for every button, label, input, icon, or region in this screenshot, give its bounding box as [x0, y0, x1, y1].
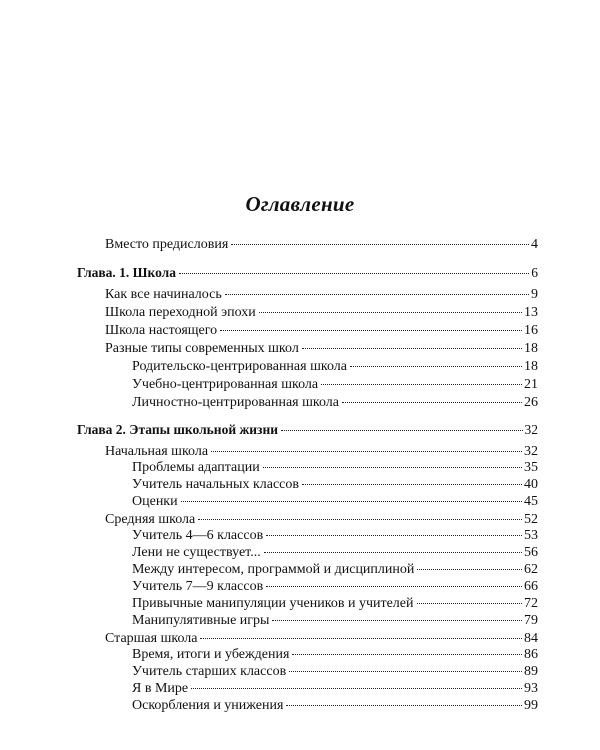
dot-leader: [266, 535, 522, 536]
toc-entry: [105, 631, 538, 647]
toc-entry-page: 32: [524, 444, 538, 459]
toc-entry-page: 18: [524, 341, 538, 356]
toc-entry: [132, 494, 538, 510]
dot-leader: [225, 294, 529, 295]
dot-leader: [211, 451, 522, 452]
toc-entry-page: 53: [524, 528, 538, 543]
dot-leader: [263, 467, 522, 468]
toc-entry-label: Как все начиналось: [105, 287, 222, 302]
toc-chapter-entry: [77, 422, 538, 438]
toc-entry-page: 93: [524, 681, 538, 696]
toc-entry-label: Учитель 7—9 классов: [132, 579, 264, 594]
toc-entry: [132, 681, 538, 697]
toc-entry-label: Оценки: [132, 494, 178, 509]
dot-leader: [191, 688, 522, 689]
toc-entry-page: 66: [524, 579, 538, 594]
toc-entry: [132, 545, 538, 561]
dot-leader: [272, 620, 522, 621]
dot-leader: [286, 705, 522, 706]
toc-entry: [105, 323, 538, 339]
dot-leader: [417, 603, 522, 604]
dot-leader: [281, 430, 522, 431]
toc-entry: [105, 237, 538, 253]
toc-entry-page: 32: [524, 422, 538, 437]
dot-leader: [302, 484, 522, 485]
dot-leader: [181, 501, 522, 502]
toc-entry-label: Разные типы современных школ: [105, 341, 299, 356]
toc-entry-label: Между интересом, программой и дисциплиной: [132, 562, 415, 577]
toc-entry-label: Привычные манипуляции учеников и учителей: [132, 596, 414, 611]
toc-entry-page: 56: [524, 545, 538, 560]
toc-entry-page: 72: [524, 596, 538, 611]
toc-chapter-entry: [77, 265, 538, 281]
dot-leader: [292, 654, 522, 655]
toc-entry-label: Начальная школа: [105, 444, 209, 459]
toc-entry-label: Учитель 4—6 классов: [132, 528, 264, 543]
toc-entry-label: Школа переходной эпохи: [105, 305, 256, 320]
toc-entry-page: 40: [524, 477, 538, 492]
dot-leader: [342, 402, 522, 403]
toc-entry-page: 18: [524, 359, 538, 374]
toc-entry: [132, 395, 538, 411]
dot-leader: [198, 519, 522, 520]
toc-entry: [132, 460, 538, 476]
toc-entry: [132, 596, 538, 612]
toc-entry-page: 9: [531, 287, 538, 302]
dot-leader: [266, 586, 522, 587]
toc-entry-label: Проблемы адаптации: [132, 460, 260, 475]
toc-entry: [132, 579, 538, 595]
toc-entry-page: 35: [524, 460, 538, 475]
dot-leader: [259, 312, 522, 313]
toc-entry-label: Средняя школа: [105, 512, 196, 527]
dot-leader: [200, 638, 522, 639]
toc-entry-page: 52: [524, 512, 538, 527]
toc-entry: [132, 664, 538, 680]
toc-entry-label: Я в Мире: [132, 681, 189, 696]
toc-entry-page: 16: [524, 323, 538, 338]
dot-leader: [350, 366, 522, 367]
toc-entry-label: Старшая школа: [105, 631, 198, 646]
dot-leader: [264, 552, 522, 553]
dot-leader: [231, 244, 529, 245]
toc-entry-page: 89: [524, 664, 538, 679]
toc-entry: [132, 377, 538, 393]
toc-entry: [132, 647, 538, 663]
toc-entry-page: 45: [524, 494, 538, 509]
toc-entry-page: 62: [524, 562, 538, 577]
toc-entry-label: Учитель начальных классов: [132, 477, 299, 492]
toc-title: Оглавление: [245, 192, 355, 216]
toc-entry-page: 84: [524, 631, 538, 646]
toc-entry: [105, 287, 538, 303]
dot-leader: [302, 348, 522, 349]
toc-entry: [105, 341, 538, 357]
toc-entry-page: 86: [524, 647, 538, 662]
toc-entry: [132, 562, 538, 578]
toc-entry-label: Глава. 1. Школа: [77, 265, 177, 280]
toc-entry-label: Личностно-центрированная школа: [132, 395, 339, 410]
toc-entry-page: 79: [524, 613, 538, 628]
toc-entry-page: 26: [524, 395, 538, 410]
toc-entry: [132, 528, 538, 544]
toc-entry: [132, 359, 538, 375]
toc-entry-label: Вместо предисловия: [105, 237, 229, 252]
toc-entry-page: 6: [531, 265, 538, 280]
toc-entry-label: Родительско-центрированная школа: [132, 359, 347, 374]
toc-entry: [132, 477, 538, 493]
toc-entry: [105, 512, 538, 528]
toc-entry-page: 4: [531, 237, 538, 252]
toc-entry-page: 21: [524, 377, 538, 392]
toc-entry-label: Манипулятивные игры: [132, 613, 270, 628]
toc-entry-page: 13: [524, 305, 538, 320]
dot-leader: [417, 569, 522, 570]
toc-entry-label: Глава 2. Этапы школьной жизни: [77, 422, 279, 437]
dot-leader: [321, 384, 522, 385]
toc-entry-label: Учебно-центрированная школа: [132, 377, 319, 392]
dot-leader: [220, 330, 522, 331]
toc-entry-label: Учитель старших классов: [132, 664, 287, 679]
dot-leader: [289, 671, 522, 672]
toc-entry: [132, 613, 538, 629]
toc-entry-label: Оскорбления и унижения: [132, 698, 284, 713]
toc-entry-label: Школа настоящего: [105, 323, 218, 338]
toc-entry: [105, 444, 538, 460]
dot-leader: [179, 273, 529, 274]
toc-entry: [105, 305, 538, 321]
toc-entry-label: Лени не существует...: [132, 545, 261, 560]
toc-entry-page: 99: [524, 698, 538, 713]
toc-entry-label: Время, итоги и убеждения: [132, 647, 290, 662]
toc-entry: [132, 698, 538, 714]
